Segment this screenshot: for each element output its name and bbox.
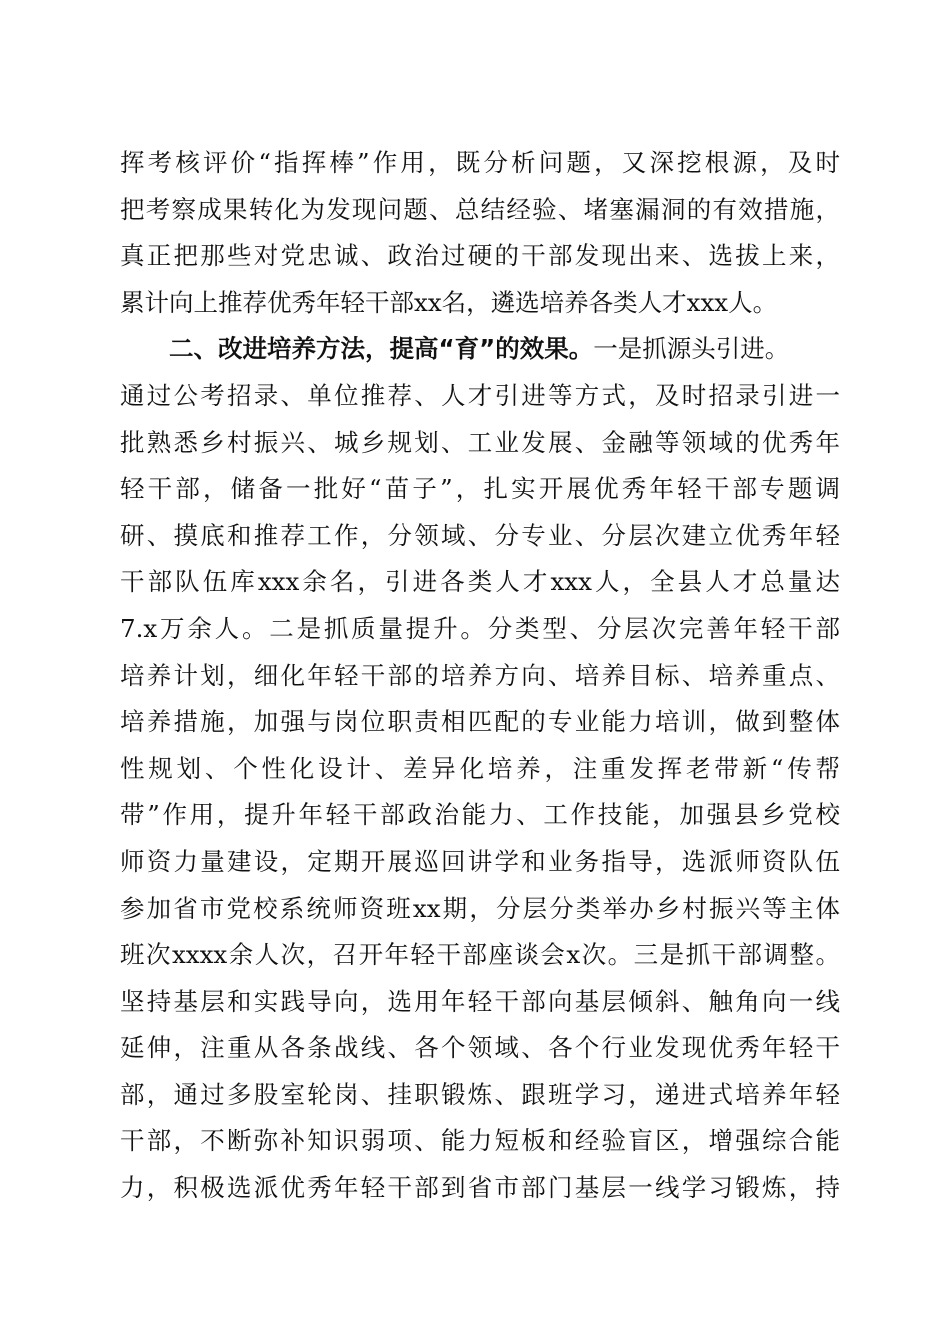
section-heading-line bbox=[120, 326, 840, 373]
text-line: 7.x万余人。二是抓质量提升。分类型、分层次完善年轻干部 bbox=[120, 613, 840, 643]
text-line: 培养计划，细化年轻干部的培养方向、培养目标、培养重点、 bbox=[120, 660, 840, 690]
section-lead: 一是抓源头引进。 bbox=[593, 334, 790, 364]
text-line: 轻干部，储备一批好“苗子”，扎实开展优秀年轻干部专题调 bbox=[120, 474, 840, 504]
text-line: 力，积极选派优秀年轻干部到省市部门基层一线学习锻炼，持 bbox=[120, 1173, 840, 1203]
text-line: 把考察成果转化为发现问题、总结经验、堵塞漏洞的有效措施， bbox=[120, 194, 840, 224]
text-line: 累计向上推荐优秀年轻干部xx名，遴选培养各类人才xxx人。 bbox=[120, 287, 778, 317]
text-line: 通过公考招录、单位推荐、人才引进等方式，及时招录引进一 bbox=[120, 380, 840, 410]
text-line: 师资力量建设，定期开展巡回讲学和业务指导，选派师资队伍 bbox=[120, 846, 840, 876]
section-heading: 二、改进培养方法，提高“育”的效果。 bbox=[169, 334, 594, 364]
text-line: 挥考核评价“指挥棒”作用，既分析问题，又深挖根源，及时 bbox=[120, 148, 840, 177]
text-line: 批熟悉乡村振兴、城乡规划、工业发展、金融等领域的优秀年 bbox=[120, 427, 840, 457]
document-body bbox=[120, 140, 840, 1212]
text-line: 培养措施，加强与岗位职责相匹配的专业能力培训，做到整体 bbox=[120, 707, 840, 737]
text-line: 带”作用，提升年轻干部政治能力、工作技能，加强县乡党校 bbox=[120, 800, 840, 830]
text-line: 干部队伍库xxx余名，引进各类人才xxx人，全县人才总量达 bbox=[120, 567, 840, 597]
text-line: 坚持基层和实践导向，选用年轻干部向基层倾斜、触角向一线 bbox=[120, 986, 840, 1016]
text-line: 部，通过多股室轮岗、挂职锻炼、跟班学习，递进式培养年轻 bbox=[120, 1079, 840, 1109]
text-line: 性规划、个性化设计、差异化培养，注重发挥老带新“传帮 bbox=[120, 753, 840, 783]
text-line: 班次xxxx余人次，召开年轻干部座谈会x次。三是抓干部调整。 bbox=[120, 940, 840, 970]
text-line: 延伸，注重从各条战线、各个领域、各个行业发现优秀年轻干 bbox=[120, 1033, 840, 1063]
text-line: 真正把那些对党忠诚、政治过硬的干部发现出来、选拔上来， bbox=[120, 241, 840, 271]
text-line: 研、摸底和推荐工作，分领域、分专业、分层次建立优秀年轻 bbox=[120, 520, 840, 550]
text-line: 参加省市党校系统师资班xx期，分层分类举办乡村振兴等主体 bbox=[120, 893, 840, 923]
text-line: 干部，不断弥补知识弱项、能力短板和经验盲区，增强综合能 bbox=[120, 1126, 840, 1156]
